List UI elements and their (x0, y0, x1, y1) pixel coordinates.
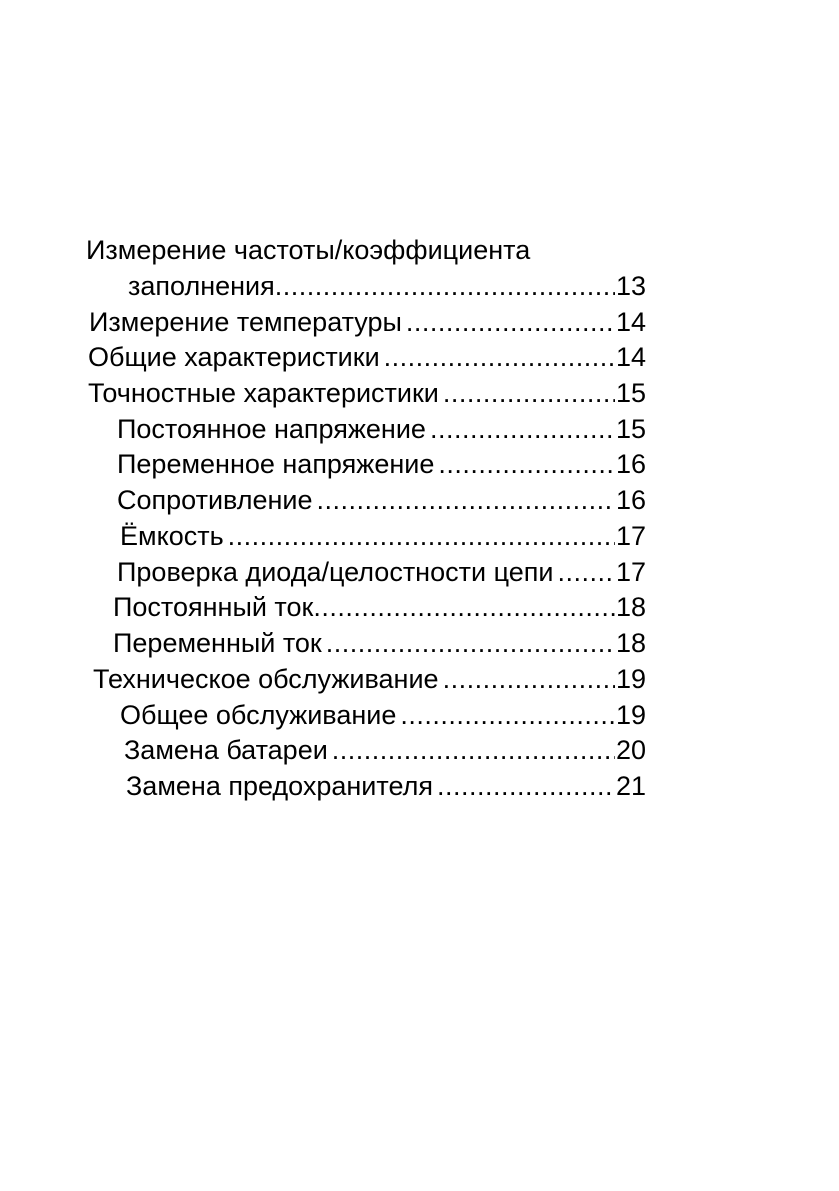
toc-entry (117, 482, 646, 518)
toc-page-number: 16 (615, 449, 646, 479)
toc-page-number: 19 (615, 700, 646, 730)
toc-page-number: 17 (615, 521, 646, 551)
toc-entry-title: Общие характеристики (88, 342, 380, 372)
toc-page-number: 14 (615, 342, 646, 372)
toc-entry-title: Постоянный ток (113, 592, 314, 622)
toc-leader-dots (443, 661, 615, 697)
toc-leader-dots (443, 375, 615, 411)
toc-entry-title: Ёмкость (120, 521, 224, 551)
toc-entry (124, 732, 646, 768)
toc-entry (89, 304, 646, 340)
toc-page-number: 17 (615, 557, 646, 587)
toc-entry (126, 768, 646, 804)
toc-entry-title: Сопротивление (117, 485, 313, 515)
toc-leader-dots (406, 304, 615, 340)
toc-leader-dots (317, 482, 615, 518)
toc-leader-dots (400, 697, 615, 733)
toc-leader-dots (437, 768, 615, 804)
toc-page-number: 18 (615, 592, 646, 622)
toc-entry-title: Измерение частоты/коэффициента (86, 235, 531, 265)
toc-page-number: 16 (615, 485, 646, 515)
toc-entry-title: Замена батареи (124, 735, 328, 765)
toc-page-number: 14 (615, 307, 646, 337)
toc-entry (93, 661, 646, 697)
toc-entry (117, 411, 646, 447)
toc-leader-dots (228, 518, 615, 554)
toc-leader-dots (438, 446, 615, 482)
toc-page-number: 18 (615, 628, 646, 658)
toc-entry-title: Измерение температуры (89, 307, 402, 337)
toc-entry (117, 554, 646, 590)
toc-page-number: 13 (615, 271, 646, 301)
toc-page-number: 15 (615, 378, 646, 408)
toc-leader-dots (313, 589, 615, 625)
toc-entry (88, 339, 646, 375)
toc-leader-dots (384, 339, 615, 375)
toc-entry-title: Общее обслуживание (120, 700, 397, 730)
toc-leader-dots (275, 268, 615, 304)
toc-entry (113, 625, 646, 661)
toc-entry-title: Замена предохранителя (126, 771, 433, 801)
toc-entry-title: Точностные характеристики (88, 378, 439, 408)
toc-entry (113, 589, 646, 625)
toc-entry-title: Техническое обслуживание (93, 664, 439, 694)
toc-entry (117, 446, 646, 482)
toc-leader-dots (332, 732, 615, 768)
toc-entry (120, 697, 646, 733)
toc-entry (88, 375, 646, 411)
toc-page-number: 21 (615, 771, 646, 801)
toc-entry (120, 518, 646, 554)
toc-entry-title: Переменный ток (113, 628, 322, 658)
toc-leader-dots (326, 625, 615, 661)
toc-leader-dots (557, 554, 615, 590)
toc-entry-title: заполнения (128, 271, 275, 301)
toc-entry-title: Переменное напряжение (117, 449, 435, 479)
toc-entry (128, 268, 646, 304)
toc-entry-title: Постоянное напряжение (117, 414, 426, 444)
toc-page-number: 19 (615, 664, 646, 694)
toc-page-number: 20 (615, 735, 646, 765)
toc-entry-title: Проверка диода/целостности цепи (117, 557, 554, 587)
toc-page-number: 15 (615, 414, 646, 444)
toc-leader-dots (430, 411, 615, 447)
